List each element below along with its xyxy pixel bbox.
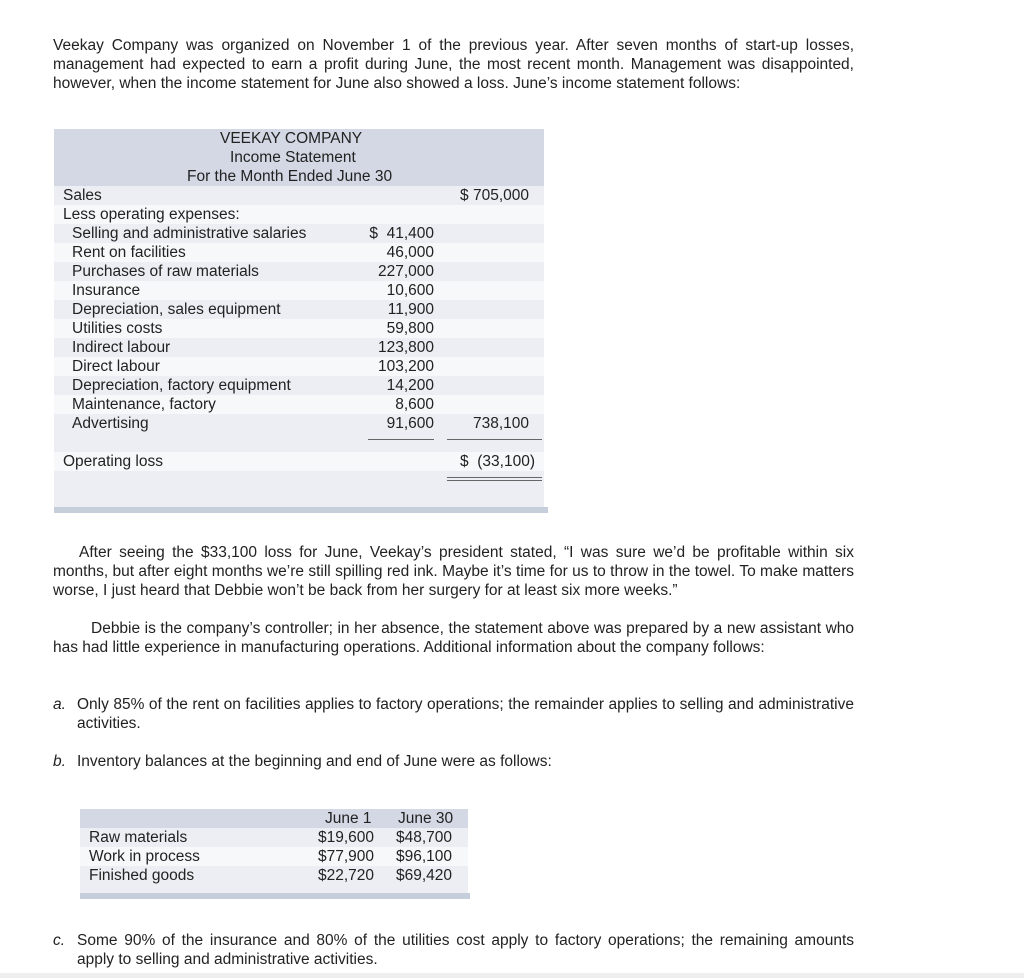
item-a-text: Only 85% of the rent on facilities applies to factory operations; the remainder applies to selling and administrative activities. (77, 696, 854, 732)
operating-loss-amount: $ (33,100) (460, 453, 535, 470)
operating-loss-row (54, 452, 544, 471)
expense-label: Advertising (72, 415, 149, 432)
item-c-label: c. (53, 932, 66, 949)
item-c (53, 931, 854, 969)
expense-label: Rent on facilities (72, 244, 186, 261)
inventory-row (80, 828, 468, 847)
statement-title: Income Statement (230, 149, 356, 166)
expense-row (54, 338, 544, 357)
double-rule-bottom (447, 480, 542, 481)
expense-amount: 103,200 (377, 358, 434, 375)
expense-row (54, 300, 544, 319)
income-statement-table (54, 129, 544, 507)
expense-amount: 123,800 (377, 339, 434, 356)
expense-row (54, 281, 544, 300)
expense-label: Maintenance, factory (72, 396, 216, 413)
item-b-text: Inventory balances at the beginning and end of June were as follows: (77, 753, 552, 770)
expense-row (54, 224, 544, 243)
expense-label: Direct labour (72, 358, 160, 375)
less-expenses-label: Less operating expenses: (63, 206, 240, 223)
company-name: VEEKAY COMPANY (220, 130, 363, 147)
expense-label: Utilities costs (72, 320, 163, 337)
inventory-row (80, 847, 468, 866)
expense-row (54, 262, 544, 281)
inventory-june1: $22,720 (318, 867, 375, 884)
operating-loss-label: Operating loss (63, 453, 163, 470)
expense-amount: $ 41,400 (369, 225, 434, 242)
item-a (53, 695, 854, 733)
inventory-june1: $77,900 (318, 848, 375, 865)
expense-row (54, 376, 544, 395)
inventory-row (80, 866, 468, 885)
less-expenses-row (54, 205, 544, 224)
total-expenses: 738,100 (472, 415, 529, 432)
expense-label: Purchases of raw materials (72, 263, 259, 280)
statement-header (54, 129, 544, 186)
sales-label: Sales (63, 187, 102, 204)
expense-label: Selling and administrative salaries (72, 225, 307, 242)
inventory-header (80, 809, 468, 828)
statement-bottom-bar (54, 507, 548, 513)
sales-row (54, 186, 544, 205)
expense-amount: 91,600 (386, 415, 434, 432)
expense-amount: 227,000 (377, 263, 434, 280)
expense-row (54, 414, 544, 433)
double-rule-top (447, 477, 542, 478)
expense-amount: 11,900 (387, 301, 434, 318)
sales-amount: $ 705,000 (460, 187, 529, 204)
item-b (53, 752, 854, 771)
expense-amount: 59,800 (386, 320, 434, 337)
controller-paragraph: Debbie is the company’s controller; in her absence, the statement above was prepared by a new assistant who has had little experience in manufacturing operations. Additional information about the company follows: (53, 620, 854, 656)
inventory-label: Finished goods (89, 867, 195, 884)
expense-label: Depreciation, factory equipment (72, 377, 291, 394)
inventory-june30: $69,420 (396, 867, 453, 884)
expense-row (54, 319, 544, 338)
expense-amount: 8,600 (395, 396, 434, 413)
inventory-bottom-bar (80, 893, 470, 899)
expense-amount: 46,000 (386, 244, 434, 261)
expense-amount: 14,200 (386, 377, 434, 394)
intro-paragraph: Veekay Company was organized on November 1 of the previous year. After seven months of start-up losses, management had expected to earn a profit during June, the most recent month. Management was disappointed, however, when the income statement for June also showed a loss. June’s income statement follows: (53, 37, 854, 92)
president-paragraph: After seeing the $33,100 loss for June, Veekay’s president stated, “I was sure we’d be profitable within six months, but after eight months we’re still spilling red ink. Maybe it’s time for us to throw in the towel. To make matters worse, I just heard that Debbie won’t be back from her surgery for at least six more weeks.” (53, 544, 854, 599)
subtotal-rule (368, 439, 434, 440)
expense-row (54, 243, 544, 262)
expense-label: Depreciation, sales equipment (72, 301, 281, 318)
inventory-header-row (80, 809, 468, 828)
expense-row (54, 357, 544, 376)
expense-row (54, 395, 544, 414)
expense-label: Insurance (72, 282, 141, 299)
inventory-table (80, 809, 468, 897)
page-bottom-strip (0, 973, 1024, 978)
inventory-june30: $96,100 (396, 848, 453, 865)
item-a-label: a. (53, 696, 66, 713)
statement-period: For the Month Ended June 30 (187, 168, 393, 185)
inventory-label: Work in process (89, 848, 200, 865)
inventory-june1: $19,600 (318, 829, 375, 846)
item-b-label: b. (53, 753, 66, 770)
total-rule (447, 439, 542, 440)
item-c-text: Some 90% of the insurance and 80% of the utilities cost apply to factory operations; the remaining amounts apply to selling and administrative activities. (77, 932, 854, 968)
col-june30: June 30 (398, 810, 454, 827)
inventory-label: Raw materials (89, 829, 188, 846)
expense-label: Indirect labour (72, 339, 171, 356)
col-june1: June 1 (325, 810, 372, 827)
inventory-june30: $48,700 (396, 829, 453, 846)
expense-amount: 10,600 (386, 282, 434, 299)
